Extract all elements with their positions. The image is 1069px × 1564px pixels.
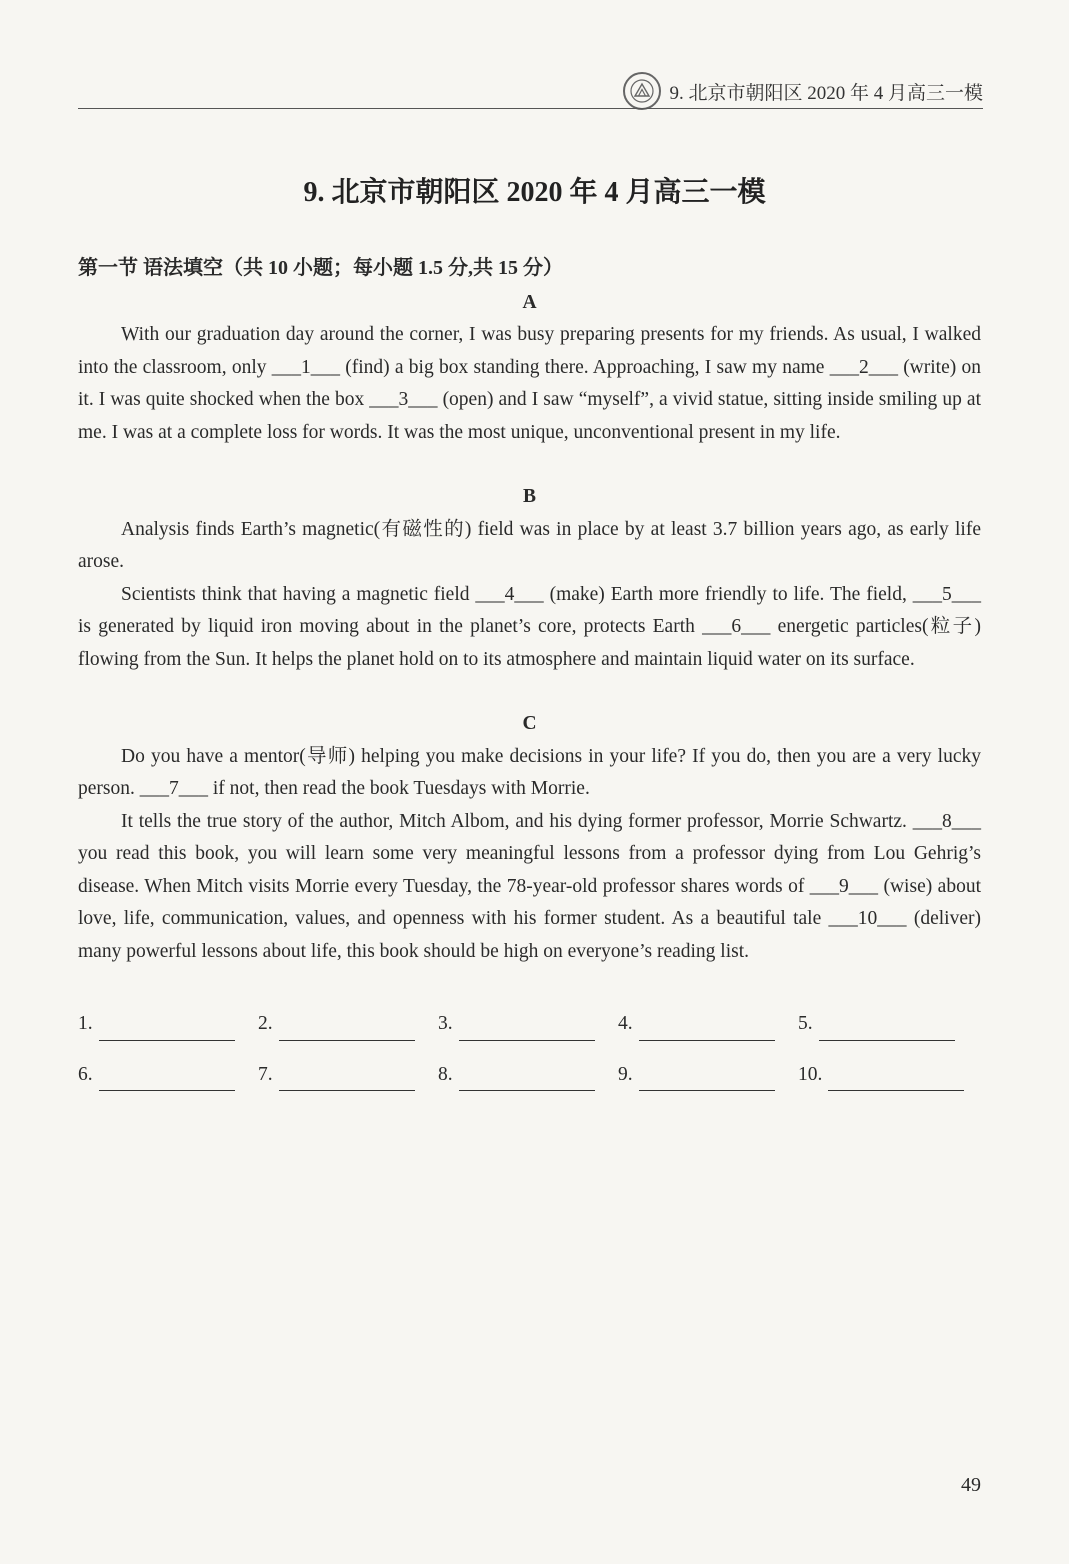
- answer-blank-1[interactable]: 1.: [78, 1008, 258, 1041]
- part-b-label: B: [522, 486, 536, 507]
- part-a-label: A: [522, 291, 537, 313]
- answer-blank-7[interactable]: 7.: [258, 1059, 438, 1092]
- answer-blank-3[interactable]: 3.: [438, 1008, 618, 1041]
- answer-blank-8[interactable]: 8.: [438, 1059, 618, 1092]
- part-b-paragraph-2: Scientists think that having a magnetic field ___4___ (make) Earth more friendly to life. The field, ___5___ is generated by liquid iron moving about in the planet’s core, protects Earth ___6___ energetic particles(粒子) flowing from the Sun. It helps the planet hold on to its atmosphere and maintain liquid water on its surface.: [78, 583, 981, 670]
- answer-blank-2[interactable]: 2.: [258, 1008, 438, 1041]
- page-title: 9. 北京市朝阳区 2020 年 4 月高三一模: [303, 177, 766, 208]
- school-seal-icon: [623, 72, 661, 110]
- part-c-paragraph-1: Do you have a mentor(导师) helping you make decisions in your life? If you do, then you are a very lucky person. ___7___ if not, then read the book Tuesdays with Morrie.: [78, 745, 981, 799]
- running-title: 9. 北京市朝阳区 2020 年 4 月高三一模: [669, 82, 983, 104]
- answer-blank-9[interactable]: 9.: [618, 1059, 798, 1092]
- answer-blanks: [78, 1008, 981, 1091]
- part-b-paragraph-1: Analysis finds Earth’s magnetic(有磁性的) field was in place by at least 3.7 billion years ago, as early life arose.: [78, 518, 981, 572]
- document-body: [78, 252, 981, 1091]
- header-divider: [78, 108, 983, 109]
- page-number: 49: [961, 1474, 981, 1496]
- part-c-paragraph-2: It tells the true story of the author, Mitch Albom, and his dying former professor, Morrie Schwartz. ___8___ you read this book, you will learn some very meaningful lessons from a professor dying from Lou Gehrig’s disease. When Mitch visits Morrie every Tuesday, the 78-year-old professor shares words of ___9___ (wise) about love, life, communication, values, and openness with his former student. As a beautiful tale ___10___ (deliver) many powerful lessons about life, this book should be high on everyone’s reading list.: [78, 810, 981, 962]
- part-c-label: C: [522, 713, 537, 734]
- answer-blank-5[interactable]: 5.: [798, 1008, 978, 1041]
- running-header: [623, 72, 983, 110]
- answer-blank-4[interactable]: 4.: [618, 1008, 798, 1041]
- section-heading: 第一节 语法填空（共 10 小题；每小题 1.5 分,共 15 分）: [78, 257, 563, 279]
- part-a-paragraph-1: With our graduation day around the corner, I was busy preparing presents for my friends. As usual, I walked into the classroom, only ___1___ (find) a big box standing there. Approaching, I saw my name ___2___ (write) on it. I was quite shocked when the box ___3___ (open) and I saw “myself”, a vivid statue, sitting inside smiling up at me. I was at a complete loss for words. It was the most unique, unconventional present in my life.: [78, 324, 981, 443]
- answer-blank-6[interactable]: 6.: [78, 1059, 258, 1092]
- answer-blank-10[interactable]: 10.: [798, 1059, 978, 1092]
